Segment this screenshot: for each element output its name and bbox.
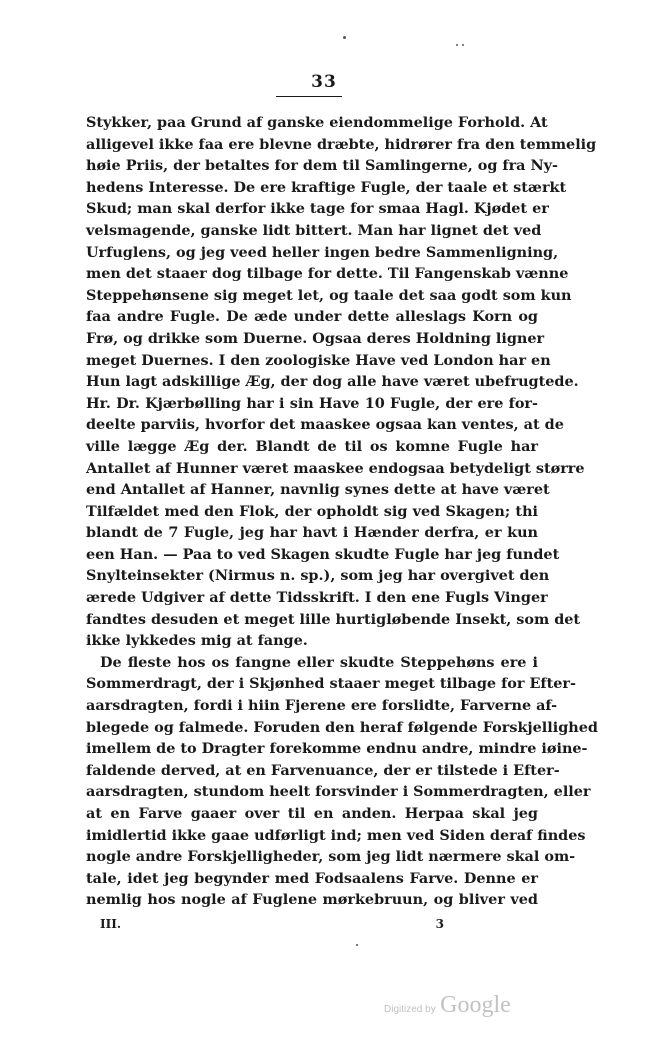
text-line: Steppehønsene sig meget let, og taale det saa godt som kun: [86, 286, 572, 304]
text-line: blegede og falmede. Foruden den heraf følgende Forskjellighed: [86, 718, 598, 736]
page-number: 33: [311, 72, 337, 92]
watermark-prefix: Digitized by: [384, 1004, 436, 1015]
text-line: aarsdragten, fordi i hiin Fjerene ere forslidte, Farverne af-: [86, 697, 558, 715]
text-line: Snylteinsekter (Nirmus n. sp.), som jeg har overgivet den: [86, 567, 550, 585]
text-line: faa andre Fugle. De æde under dette alleslags Korn og: [86, 308, 538, 326]
text-line: deelte parviis, hvorfor det maaskee ogsaa kan ventes, at de: [86, 416, 564, 434]
scan-speck: [356, 944, 358, 946]
text-line: at en Farve gaaer over til en anden. Herpaa skal jeg: [86, 805, 538, 822]
text-line: men det staaer dog tilbage for dette. Til Fangenskab vænne: [86, 265, 569, 283]
text-line-paragraph-end: ikke lykkedes mig at fange.: [86, 632, 308, 650]
text-line: fandtes desuden et meget lille hurtigløbende Insekt, som det: [86, 610, 581, 628]
text-line: høie Priis, der betaltes for dem til Samlingerne, og fra Ny-: [86, 157, 559, 175]
text-line: een Han. — Paa to ved Skagen skudte Fugle har jeg fundet: [86, 545, 560, 563]
text-line: Antallet af Hunner været maaskee endogsaa betydeligt større: [86, 459, 585, 477]
scan-speck: [343, 36, 346, 39]
text-line: Sommerdragt, der i Skjønhed staaer meget tilbage for Efter-: [86, 675, 576, 693]
text-line: Hun lagt adskillige Æg, der dog alle have været ubefrugtede.: [86, 373, 579, 391]
scan-speck: [456, 44, 458, 46]
signature-line: [100, 917, 444, 935]
text-line: Frø, og drikke som Duerne. Ogsaa deres Holdning ligner: [86, 329, 545, 347]
text-line: Tilfældet med den Flok, der opholdt sig ved Skagen; thi: [86, 502, 538, 520]
text-line: Urfuglens, og jeg veed heller ingen bedre Sammenligning,: [86, 243, 559, 261]
text-line: tale, idet jeg begynder med Fodsaalens Farve. Denne er: [86, 869, 538, 887]
text-line: blandt de 7 Fugle, jeg har havt i Hænder derfra, er kun: [86, 524, 538, 542]
text-line: nemlig hos nogle af Fuglene mørkebruun, og bliver ved: [86, 891, 538, 909]
page-number-rule: [276, 96, 342, 97]
digitized-watermark: [384, 992, 511, 1019]
text-line: alligevel ikke faa ere blevne dræbte, hidrører fra den temmelig: [86, 135, 597, 153]
text-line: ville lægge Æg der. Blandt de til os komne Fugle har: [86, 437, 538, 455]
text-line: hedens Interesse. De ere kraftige Fugle, der taale et stærkt: [86, 178, 567, 196]
text-line: imidlertid ikke gaae udførligt ind; men ved Siden deraf findes: [86, 826, 586, 844]
text-line: Skud; man skal derfor ikke tage for smaa Hagl. Kjødet er: [86, 200, 549, 218]
text-line: velsmagende, ganske lidt bittert. Man har lignet det ved: [86, 221, 542, 239]
text-line: end Antallet af Hanner, navnlig synes dette at have været: [86, 481, 550, 499]
watermark-brand: Google: [440, 992, 511, 1018]
text-line: imellem de to Dragter forekomme endnu andre, mindre iøine-: [86, 740, 588, 758]
signature-volume: III.: [100, 917, 122, 931]
text-line: nogle andre Forskjelligheder, som jeg lidt nærmere skal om-: [86, 848, 576, 866]
text-line: Hr. Dr. Kjærbølling har i sin Have 10 Fugle, der ere for-: [86, 394, 538, 412]
text-line: Stykker, paa Grund af ganske eiendommelige Forhold. At: [86, 114, 548, 131]
text-line-paragraph-start: De fleste hos os fangne eller skudte Steppehøns ere i: [100, 653, 538, 671]
text-line: meget Duernes. I den zoologiske Have ved London har en: [86, 351, 551, 369]
text-line: faldende derved, at en Farvenuance, der er tilstede i Efter-: [86, 761, 560, 779]
text-line: ærede Udgiver af dette Tidsskrift. I den ene Fugls Vinger: [86, 589, 548, 607]
signature-number: 3: [435, 917, 444, 931]
text-line: aarsdragten, stundom heelt forsvinder i Sommerdragten, eller: [86, 783, 591, 801]
body-text: [86, 112, 598, 911]
scan-speck: [462, 44, 464, 46]
